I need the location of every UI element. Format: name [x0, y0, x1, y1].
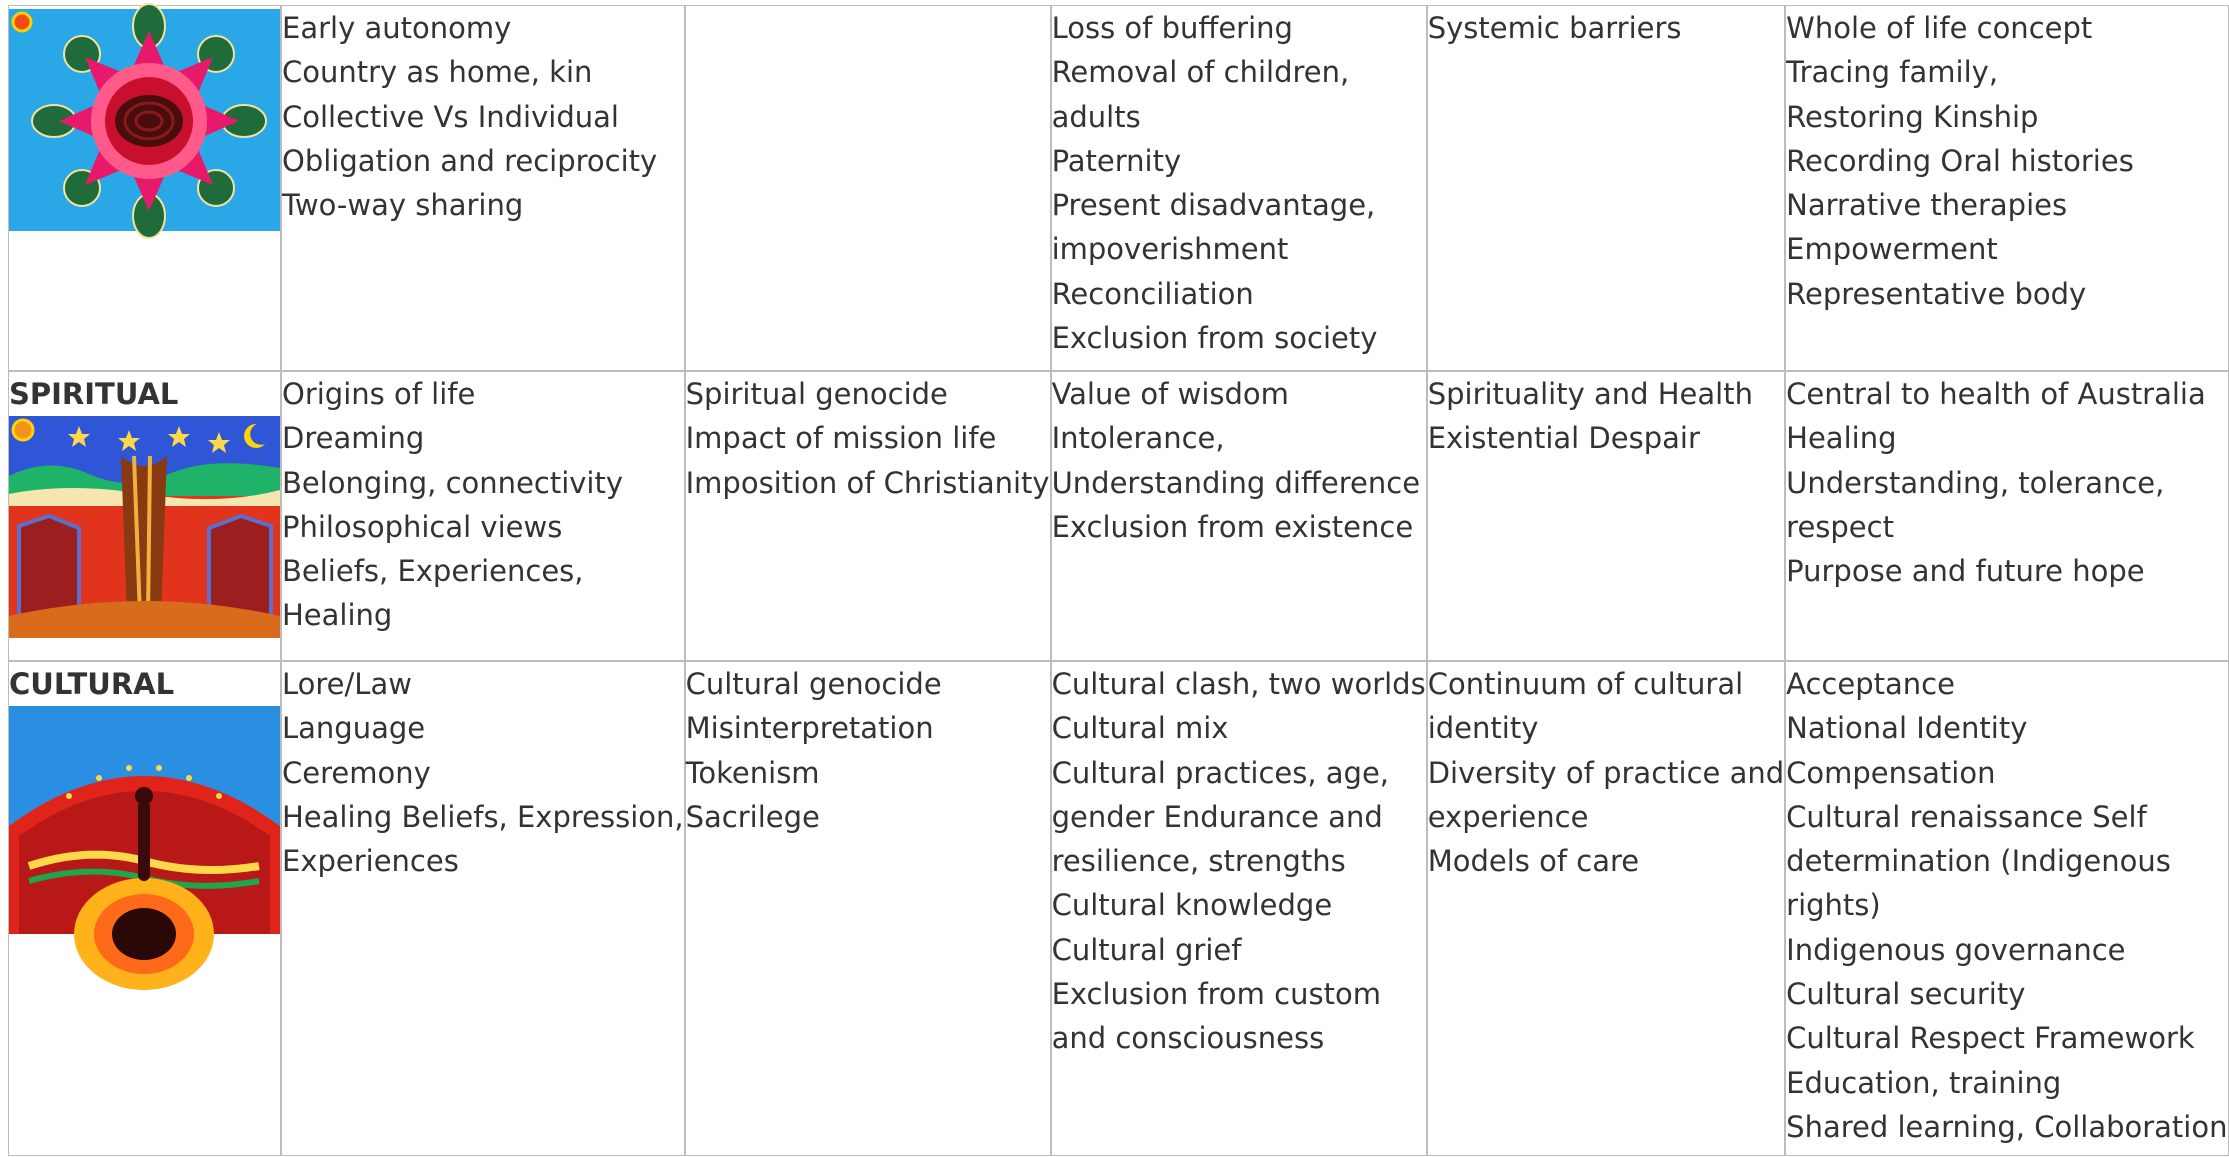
content-cell [1785, 661, 2228, 1156]
text-line: Spiritual genocide [685, 377, 948, 411]
text-line: Collective Vs Individual [282, 99, 619, 134]
text-line: Lore/Law [282, 667, 412, 701]
text-line: Healing [282, 598, 393, 633]
text-line: Origins of life [282, 377, 476, 411]
text-line: Loss of buffering [1051, 11, 1293, 45]
text-line: resilience, strengths [1051, 844, 1346, 879]
category-cell [8, 371, 281, 661]
text-line: Cultural Respect Framework [1786, 1021, 2195, 1056]
category-cell [8, 661, 281, 1156]
tree-of-life-painting-icon [9, 416, 280, 638]
content-cell [1785, 5, 2228, 371]
text-line: Misinterpretation [685, 711, 934, 746]
text-line: Central to health of Australia [1786, 377, 2206, 411]
table-row [8, 5, 2229, 371]
text-line: Diversity of practice and [1427, 755, 1785, 790]
text-line: Recording Oral histories [1786, 143, 2134, 178]
text-line: Empowerment [1786, 232, 1998, 267]
text-line: Healing [1786, 421, 1897, 456]
text-line: respect [1786, 509, 1894, 544]
text-line: Philosophical views [282, 509, 563, 544]
content-cell [685, 371, 1051, 661]
text-line: adults [1051, 99, 1141, 134]
text-line: gender Endurance and [1051, 799, 1383, 834]
category-label: CULTURAL [9, 667, 175, 701]
text-line: Cultural mix [1051, 711, 1229, 746]
text-line: Two-way sharing [282, 188, 524, 223]
text-line: Healing Beliefs, Expression, [282, 799, 684, 834]
content-cell [1051, 371, 1427, 661]
text-line: Cultural clash, two worlds [1051, 667, 1426, 701]
text-line: Compensation [1786, 755, 1996, 790]
text-line: and consciousness [1051, 1021, 1325, 1056]
text-line: Cultural knowledge [1051, 888, 1333, 923]
content-cell [1427, 5, 1785, 371]
category-cell [8, 5, 281, 371]
table-row [8, 661, 2229, 1156]
text-line: Cultural grief [1051, 932, 1242, 967]
text-line: National Identity [1786, 711, 2028, 746]
text-line: Existential Despair [1427, 421, 1700, 456]
text-line: Exclusion from society [1051, 321, 1378, 356]
text-line: Indigenous governance [1786, 932, 2126, 967]
category-label: SPIRITUAL [9, 377, 179, 411]
content-cell [1427, 371, 1785, 661]
text-line: Acceptance [1786, 667, 1955, 701]
text-line: Representative body [1786, 276, 2087, 311]
text-line: Present disadvantage, [1051, 188, 1376, 223]
text-line: Purpose and future hope [1786, 554, 2145, 589]
text-line: Exclusion from existence [1051, 509, 1414, 544]
ceremony-painting-icon [9, 706, 280, 934]
text-line: Dreaming [282, 421, 425, 456]
text-line: Cultural security [1786, 977, 2026, 1012]
content-cell [281, 371, 685, 661]
text-line: Exclusion from custom [1051, 977, 1381, 1012]
text-line: Belonging, connectivity [282, 465, 624, 500]
text-line: Language [282, 711, 426, 746]
text-line: Education, training [1786, 1065, 2062, 1100]
text-line: Shared learning, Collaboration [1786, 1109, 2228, 1144]
text-line: rights) [1786, 888, 1881, 923]
text-line: Sacrilege [685, 799, 820, 834]
text-line: Cultural renaissance Self [1786, 799, 2147, 834]
content-cell [685, 5, 1051, 371]
content-cell [281, 5, 685, 371]
content-cell [1051, 5, 1427, 371]
text-line: Country as home, kin [282, 55, 593, 90]
text-line: Experiences [282, 844, 459, 879]
text-line: identity [1427, 711, 1539, 746]
text-line: Reconciliation [1051, 276, 1254, 311]
content-cell [281, 661, 685, 1156]
text-line: Continuum of cultural [1427, 667, 1744, 701]
text-line: Narrative therapies [1786, 188, 2068, 223]
text-line: determination (Indigenous [1786, 844, 2171, 879]
text-line: Systemic barriers [1427, 11, 1682, 45]
text-line: Spirituality and Health [1427, 377, 1753, 411]
framework-table [8, 5, 2229, 1156]
text-line: Beliefs, Experiences, [282, 554, 584, 589]
table-row [8, 371, 2229, 661]
text-line: Tokenism [685, 755, 820, 790]
content-cell [1427, 661, 1785, 1156]
text-line: Cultural practices, age, [1051, 755, 1390, 790]
text-line: Restoring Kinship [1786, 99, 2039, 134]
content-cell [1785, 371, 2228, 661]
text-line: Understanding, tolerance, [1786, 465, 2165, 500]
text-line: Ceremony [282, 755, 431, 790]
mandala-painting-icon [9, 9, 280, 231]
text-line: Whole of life concept [1786, 11, 2093, 45]
text-line: Models of care [1427, 844, 1640, 879]
text-line: experience [1427, 799, 1589, 834]
text-line: Value of wisdom [1051, 377, 1289, 411]
text-line: Tracing family, [1786, 55, 1999, 90]
text-line: Cultural genocide [685, 667, 942, 701]
text-line: Intolerance, [1051, 421, 1225, 456]
text-line: Early autonomy [282, 11, 512, 45]
text-line: Paternity [1051, 143, 1182, 178]
text-line: Obligation and reciprocity [282, 143, 658, 178]
text-line: Imposition of Christianity [685, 465, 1050, 500]
text-line: impoverishment [1051, 232, 1289, 267]
text-line: Impact of mission life [685, 421, 997, 456]
text-line: Understanding difference [1051, 465, 1421, 500]
content-cell [685, 661, 1051, 1156]
text-line: Removal of children, [1051, 55, 1350, 90]
content-cell [1051, 661, 1427, 1156]
